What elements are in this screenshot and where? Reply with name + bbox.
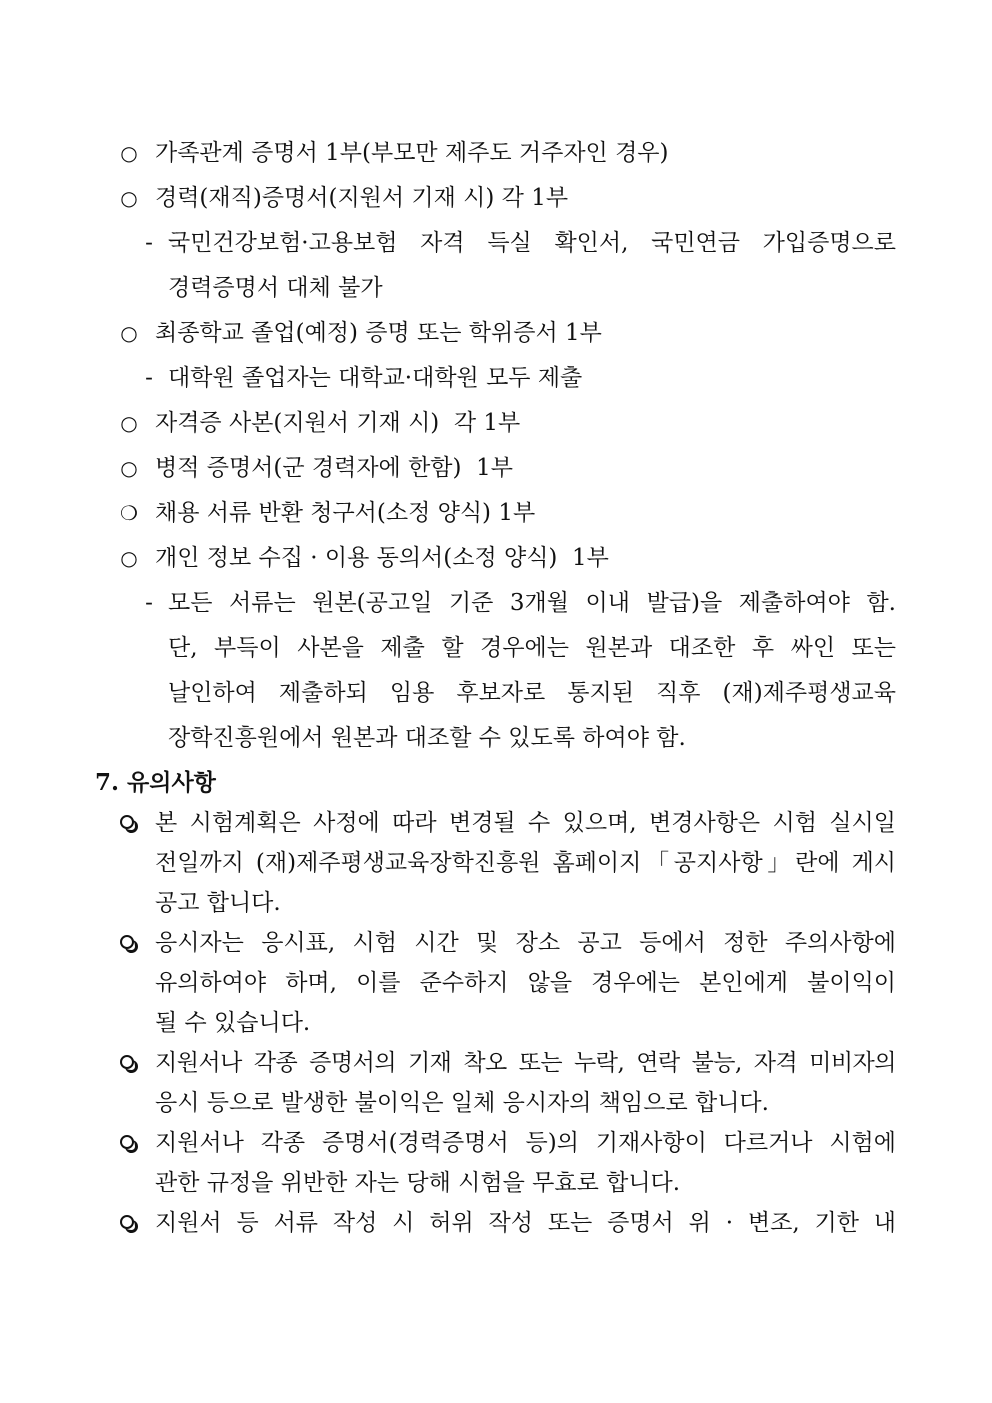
dash-bullet-icon: -: [145, 365, 153, 391]
hollow-circle-bullet-icon: ○: [120, 321, 138, 345]
list-item: [0, 403, 992, 443]
notice-continuation: [0, 843, 992, 883]
item-text: 날인하여 제출하되 임용 후보자로 통지된 직후 (재)제주평생교육: [168, 680, 896, 706]
notice-text: 지원서 등 서류 작성 시 허위 작성 또는 증명서 위 · 변조, 기한 내: [155, 1210, 896, 1236]
list-item: [0, 583, 992, 623]
notice-continuation: [0, 963, 992, 1003]
notice-item: [0, 1123, 992, 1163]
notice-item: [0, 1203, 992, 1243]
hollow-circle-bullet-icon: ○: [120, 456, 138, 480]
list-item-continuation: [0, 718, 992, 758]
notice-text: 공고 합니다.: [155, 890, 281, 916]
list-item: [0, 493, 992, 533]
list-item: [0, 538, 992, 578]
item-text: 채용 서류 반환 청구서(소정 양식) 1부: [155, 500, 536, 526]
item-text: 단, 부득이 사본을 제출 할 경우에는 원본과 대조한 후 싸인 또는: [168, 635, 896, 661]
item-text: 병적 증명서(군 경력자에 한함) 1부: [155, 455, 513, 481]
list-item-continuation: [0, 268, 992, 308]
list-item: [0, 313, 992, 353]
section-heading-row: [0, 763, 992, 803]
notice-text: 응시 등으로 발생한 불이익은 일체 응시자의 책임으로 합니다.: [155, 1090, 769, 1116]
list-item: [0, 223, 992, 263]
notice-text: 지원서나 각종 증명서의 기재 착오 또는 누락, 연락 불능, 자격 미비자의: [155, 1050, 896, 1076]
hollow-circle-bullet-icon: ○: [120, 186, 138, 210]
notice-item: [0, 803, 992, 843]
item-text: 최종학교 졸업(예정) 증명 또는 학위증서 1부: [155, 320, 602, 346]
list-item-continuation: [0, 628, 992, 668]
list-item: [0, 448, 992, 488]
notice-continuation: [0, 883, 992, 923]
dash-bullet-icon: -: [145, 230, 153, 256]
item-text: 모든 서류는 원본(공고일 기준 3개월 이내 발급)을 제출하여야 함.: [168, 590, 896, 616]
item-text: 경력(재직)증명서(지원서 기재 시) 각 1부: [155, 185, 569, 211]
hollow-circle-bullet-icon: ○: [120, 546, 138, 570]
notice-text: 지원서나 각종 증명서(경력증명서 등)의 기재사항이 다르거나 시험에: [155, 1130, 896, 1156]
list-item: [0, 178, 992, 218]
item-text: 개인 정보 수집 · 이용 동의서(소정 양식) 1부: [155, 545, 609, 571]
item-text: 국민건강보험·고용보험 자격 득실 확인서, 국민연금 가입증명으로: [168, 230, 896, 256]
notice-text: 관한 규정을 위반한 자는 당해 시험을 무효로 합니다.: [155, 1170, 681, 1196]
hollow-circle-bullet-icon: ○: [120, 411, 138, 435]
item-text: 가족관계 증명서 1부(부모만 제주도 거주자인 경우): [155, 140, 669, 166]
dash-bullet-icon: -: [145, 590, 153, 616]
list-item: [0, 133, 992, 173]
item-text: 장학진흥원에서 원본과 대조할 수 있도록 하여야 함.: [168, 725, 686, 751]
notice-text: 본 시험계획은 사정에 따라 변경될 수 있으며, 변경사항은 시험 실시일: [155, 810, 896, 836]
item-text: 대학원 졸업자는 대학교·대학원 모두 제출: [168, 365, 583, 391]
notice-continuation: [0, 1163, 992, 1203]
notice-text: 응시자는 응시표, 시험 시간 및 장소 공고 등에서 정한 주의사항에: [155, 930, 896, 956]
notice-item: [0, 1043, 992, 1083]
notice-text: 전일까지 (재)제주평생교육장학진흥원 홈페이지「공지사항」란에 게시: [155, 850, 896, 876]
hollow-circle-bullet-icon: ○: [120, 141, 138, 165]
list-item: [0, 358, 992, 398]
notice-text: 될 수 있습니다.: [155, 1010, 311, 1036]
notice-item: [0, 923, 992, 963]
notice-continuation: [0, 1083, 992, 1123]
shadowed-circle-bullet-icon: ❍: [120, 501, 138, 525]
item-text: 자격증 사본(지원서 기재 시) 각 1부: [155, 410, 521, 436]
notice-text: 유의하여야 하며, 이를 준수하지 않을 경우에는 본인에게 불이익이: [155, 970, 896, 996]
notice-continuation: [0, 1003, 992, 1043]
section-heading: 7. 유의사항: [95, 769, 216, 796]
list-item-continuation: [0, 673, 992, 713]
item-text: 경력증명서 대체 불가: [168, 275, 383, 301]
